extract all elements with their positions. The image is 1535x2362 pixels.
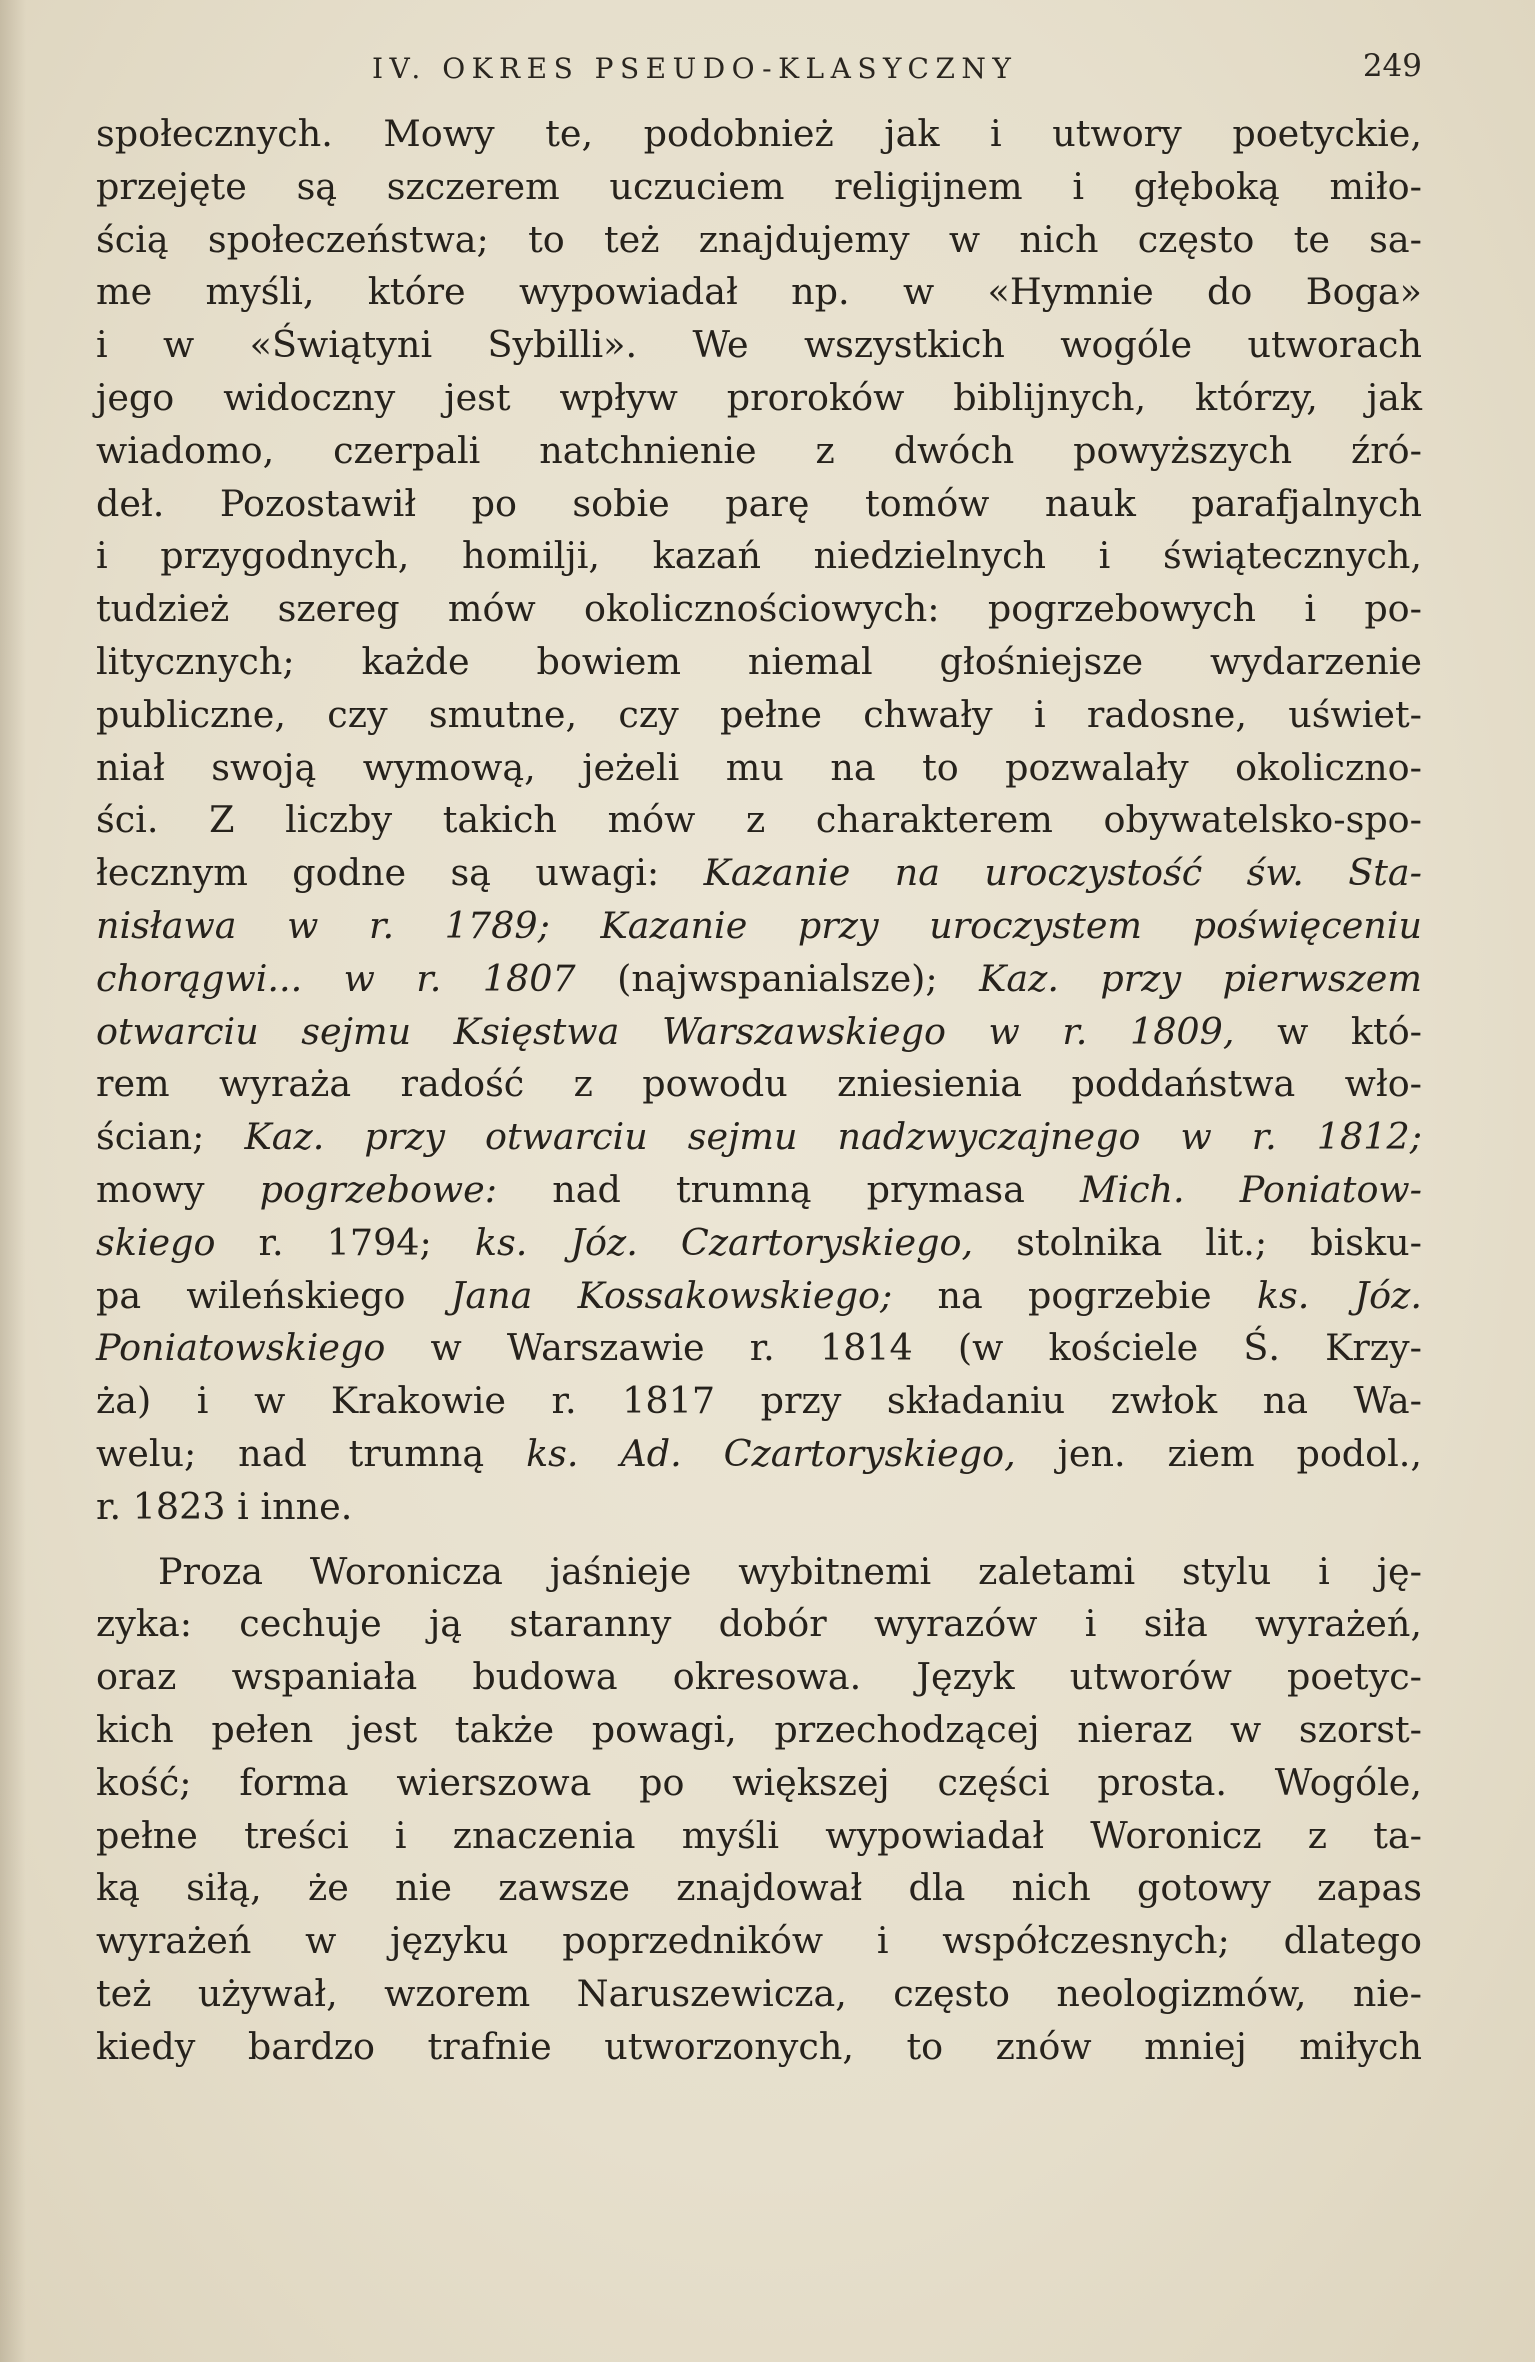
text-line <box>96 372 1422 425</box>
text-segment: Proza Woronicza jaśnieje wybitnemi zaletami stylu i ję- <box>158 1549 1422 1593</box>
text-line <box>96 2021 1422 2074</box>
text-line <box>96 689 1422 742</box>
italic-text: nisława w r. 1789; Kazanie przy uroczystem poświęceniu <box>96 903 1422 947</box>
text-line <box>96 636 1422 689</box>
text-segment: wiadomo, czerpali natchnienie z dwóch powyższych źró- <box>96 428 1422 472</box>
text-line <box>96 319 1422 372</box>
text-line <box>96 1915 1422 1968</box>
text-line <box>96 214 1422 267</box>
text-segment: welu; nad trumną <box>96 1431 527 1475</box>
text-segment: w Warszawie r. 1814 (w kościele Ś. Krzy- <box>385 1326 1422 1370</box>
text-segment: kiedy bardzo trafnie utworzonych, to znów mniej miłych <box>96 2024 1422 2068</box>
text-line <box>96 1375 1422 1428</box>
italic-text: skiego <box>96 1220 216 1264</box>
text-segment: wyrażeń w języku poprzedników i współczesnych; dlatego <box>96 1919 1422 1963</box>
text-segment: r. 1794; <box>215 1220 475 1264</box>
text-line <box>96 1968 1422 2021</box>
italic-text: ks. Józ. Czartoryskiego, <box>474 1220 974 1264</box>
text-line <box>96 1862 1422 1915</box>
paragraph-gap <box>96 1534 1422 1546</box>
page-header <box>96 44 1422 94</box>
text-line <box>96 1481 1422 1534</box>
italic-text: Kazanie na uroczystość św. Sta- <box>703 851 1422 895</box>
text-segment: kich pełen jest także powagi, przechodzącej nieraz w szorst- <box>96 1707 1422 1751</box>
text-line <box>96 1058 1422 1111</box>
text-line <box>96 530 1422 583</box>
text-line <box>96 1111 1422 1164</box>
italic-text: otwarciu sejmu Księstwa Warszawskiego w r. 1809, <box>96 1009 1235 1053</box>
text-line <box>96 1598 1422 1651</box>
text-segment: kość; forma wierszowa po większej części prosta. Wogóle, <box>96 1760 1422 1804</box>
text-segment: ścian; <box>96 1115 245 1159</box>
italic-text: pogrzebowe: <box>259 1167 498 1211</box>
text-segment: przejęte są szczerem uczuciem religijnem i głęboką miło- <box>96 164 1422 208</box>
text-line <box>96 1322 1422 1375</box>
text-line <box>96 1810 1422 1863</box>
text-line <box>96 425 1422 478</box>
text-segment: na pogrzebie <box>892 1273 1257 1317</box>
text-line <box>96 1651 1422 1704</box>
text-segment: pełne treści i znaczenia myśli wypowiadał Woronicz z ta- <box>96 1813 1422 1857</box>
text-line <box>96 1164 1422 1217</box>
italic-text: ks. Józ. <box>1256 1273 1422 1317</box>
text-line <box>96 266 1422 319</box>
text-segment: tudzież szereg mów okolicznościowych: pogrzebowych i po- <box>96 587 1422 631</box>
text-segment: w któ- <box>1234 1009 1423 1053</box>
body-text <box>96 108 1422 2073</box>
text-segment: mowy <box>96 1167 260 1211</box>
text-line <box>96 794 1422 847</box>
text-segment: nad trumną prymasa <box>497 1167 1081 1211</box>
italic-text: Mich. Poniatow- <box>1080 1167 1422 1211</box>
text-line <box>96 953 1422 1006</box>
italic-text: Poniatowskiego <box>96 1326 386 1370</box>
text-segment: (najwspanialsze); <box>575 956 980 1000</box>
text-segment: jen. ziem podol., <box>1015 1431 1423 1475</box>
text-segment: i w «Świątyni Sybilli». We wszystkich wogóle utworach <box>96 323 1422 367</box>
text-line <box>96 900 1422 953</box>
text-segment: stolnika lit.; bisku- <box>973 1220 1422 1264</box>
text-segment: i przygodnych, homilji, kazań niedzielnych i świątecznych, <box>96 534 1422 578</box>
text-segment: też używał, wzorem Naruszewicza, często neologizmów, nie- <box>96 1971 1422 2015</box>
italic-text: chorągwi... w r. 1807 <box>96 956 576 1000</box>
text-segment: zyka: cechuje ją staranny dobór wyrazów i siła wyrażeń, <box>96 1602 1422 1646</box>
text-segment: deł. Pozostawił po sobie parę tomów nauk parafjalnych <box>96 481 1422 525</box>
italic-text: Kaz. przy otwarciu sejmu nadzwyczajnego w r. 1812; <box>244 1115 1422 1159</box>
text-segment: litycznych; każde bowiem niemal głośniejsze wydarzenie <box>96 639 1422 683</box>
text-line <box>96 161 1422 214</box>
text-line <box>96 1217 1422 1270</box>
italic-text: Jana Kossakowskiego; <box>450 1273 893 1317</box>
italic-text: ks. Ad. Czartoryskiego, <box>526 1431 1016 1475</box>
page-edge-shadow <box>0 0 26 2362</box>
text-line <box>96 1006 1422 1059</box>
text-line <box>96 742 1422 795</box>
text-line <box>96 1270 1422 1323</box>
text-segment: społecznych. Mowy te, podobnież jak i utwory poetyckie, <box>96 112 1422 155</box>
text-line <box>96 583 1422 636</box>
text-line <box>96 478 1422 531</box>
italic-text: Kaz. przy pierwszem <box>979 956 1423 1000</box>
text-line <box>96 1428 1422 1481</box>
text-line <box>96 1546 1422 1599</box>
text-segment: jego widoczny jest wpływ proroków biblijnych, którzy, jak <box>96 375 1422 419</box>
text-line <box>96 847 1422 900</box>
page-number: 249 <box>1362 48 1422 84</box>
text-segment: ża) i w Krakowie r. 1817 przy składaniu zwłok na Wa- <box>96 1379 1422 1423</box>
text-segment: oraz wspaniała budowa okresowa. Język utworów poetyc- <box>96 1655 1422 1699</box>
text-segment: publiczne, czy smutne, czy pełne chwały i radosne, uświet- <box>96 692 1422 736</box>
text-line <box>96 1757 1422 1810</box>
text-segment: rem wyraża radość z powodu zniesienia poddaństwa wło- <box>96 1062 1422 1106</box>
text-segment: ką siłą, że nie zawsze znajdował dla nich gotowy zapas <box>96 1866 1422 1910</box>
text-line <box>96 108 1422 161</box>
text-segment: ścią społeczeństwa; to też znajdujemy w nich często te sa- <box>96 217 1422 261</box>
text-segment: łecznym godne są uwagi: <box>96 851 704 895</box>
text-segment: r. 1823 i inne. <box>96 1484 353 1528</box>
running-head: IV. OKRES PSEUDO-KLASYCZNY <box>372 52 1018 85</box>
text-segment: pa wileńskiego <box>96 1273 451 1317</box>
text-segment: niał swoją wymową, jeżeli mu na to pozwalały okoliczno- <box>96 745 1422 789</box>
text-segment: ści. Z liczby takich mów z charakterem obywatelsko-spo- <box>96 798 1422 842</box>
text-line <box>96 1704 1422 1757</box>
text-segment: me myśli, które wypowiadał np. w «Hymnie do Boga» <box>96 270 1422 314</box>
